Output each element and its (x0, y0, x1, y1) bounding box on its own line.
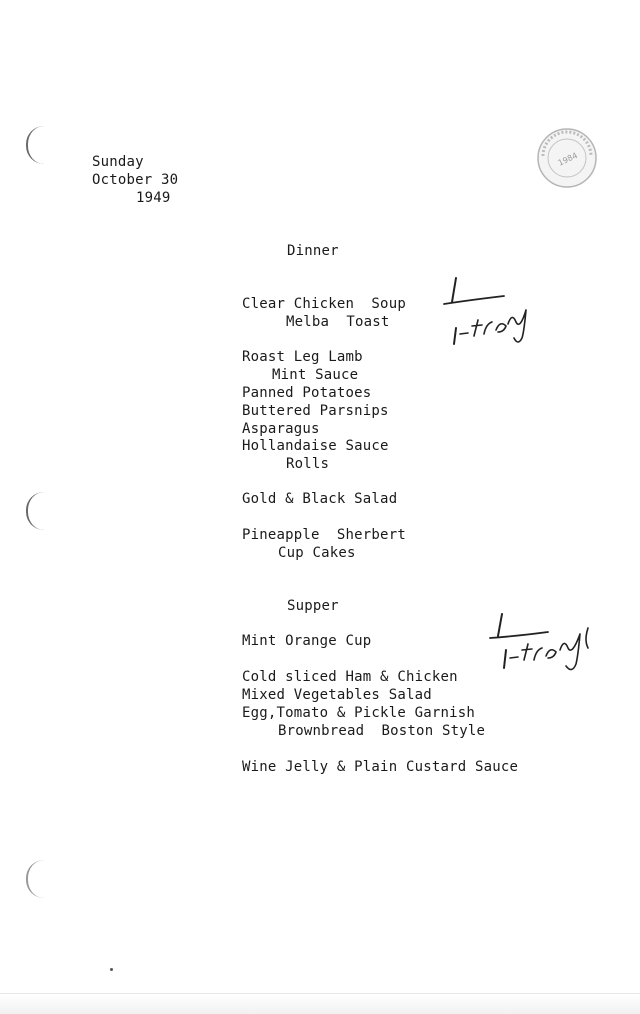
dinner-tray-annotation (440, 272, 550, 352)
page-bottom-edge (0, 993, 640, 1014)
menu-item: Rolls (286, 456, 330, 472)
menu-item: Gold & Black Salad (242, 491, 398, 507)
dinner-heading: Dinner (287, 243, 339, 259)
menu-item: Roast Leg Lamb (242, 349, 363, 365)
ink-speck (110, 968, 113, 971)
menu-item: Cold sliced Ham & Chicken (242, 669, 458, 685)
menu-item: Wine Jelly & Plain Custard Sauce (242, 759, 519, 775)
binder-hole-bottom (26, 860, 44, 898)
library-stamp (535, 126, 599, 190)
menu-item: Mint Sauce (272, 367, 359, 383)
supper-tray-annotation (488, 610, 608, 680)
menu-item: Clear Chicken Soup (242, 296, 406, 312)
binder-hole-middle (26, 492, 44, 530)
svg-text:1984: 1984 (556, 150, 579, 168)
date-month-day: October 30 (92, 172, 179, 188)
menu-item: Pineapple Sherbert (242, 527, 406, 543)
menu-item: Panned Potatoes (242, 385, 372, 401)
menu-item: Mint Orange Cup (242, 633, 372, 649)
date-day: Sunday (92, 154, 144, 170)
menu-item: Buttered Parsnips (242, 403, 389, 419)
menu-item: Brownbread Boston Style (278, 723, 486, 739)
supper-heading: Supper (287, 598, 339, 614)
date-year: 1949 (136, 190, 171, 206)
binder-hole-top (26, 126, 44, 164)
menu-item: Hollandaise Sauce (242, 438, 389, 454)
menu-item: Asparagus (242, 421, 320, 437)
menu-item: Cup Cakes (278, 545, 356, 561)
menu-item: Melba Toast (286, 314, 390, 330)
menu-item: Egg,Tomato & Pickle Garnish (242, 705, 475, 721)
menu-item: Mixed Vegetables Salad (242, 687, 432, 703)
